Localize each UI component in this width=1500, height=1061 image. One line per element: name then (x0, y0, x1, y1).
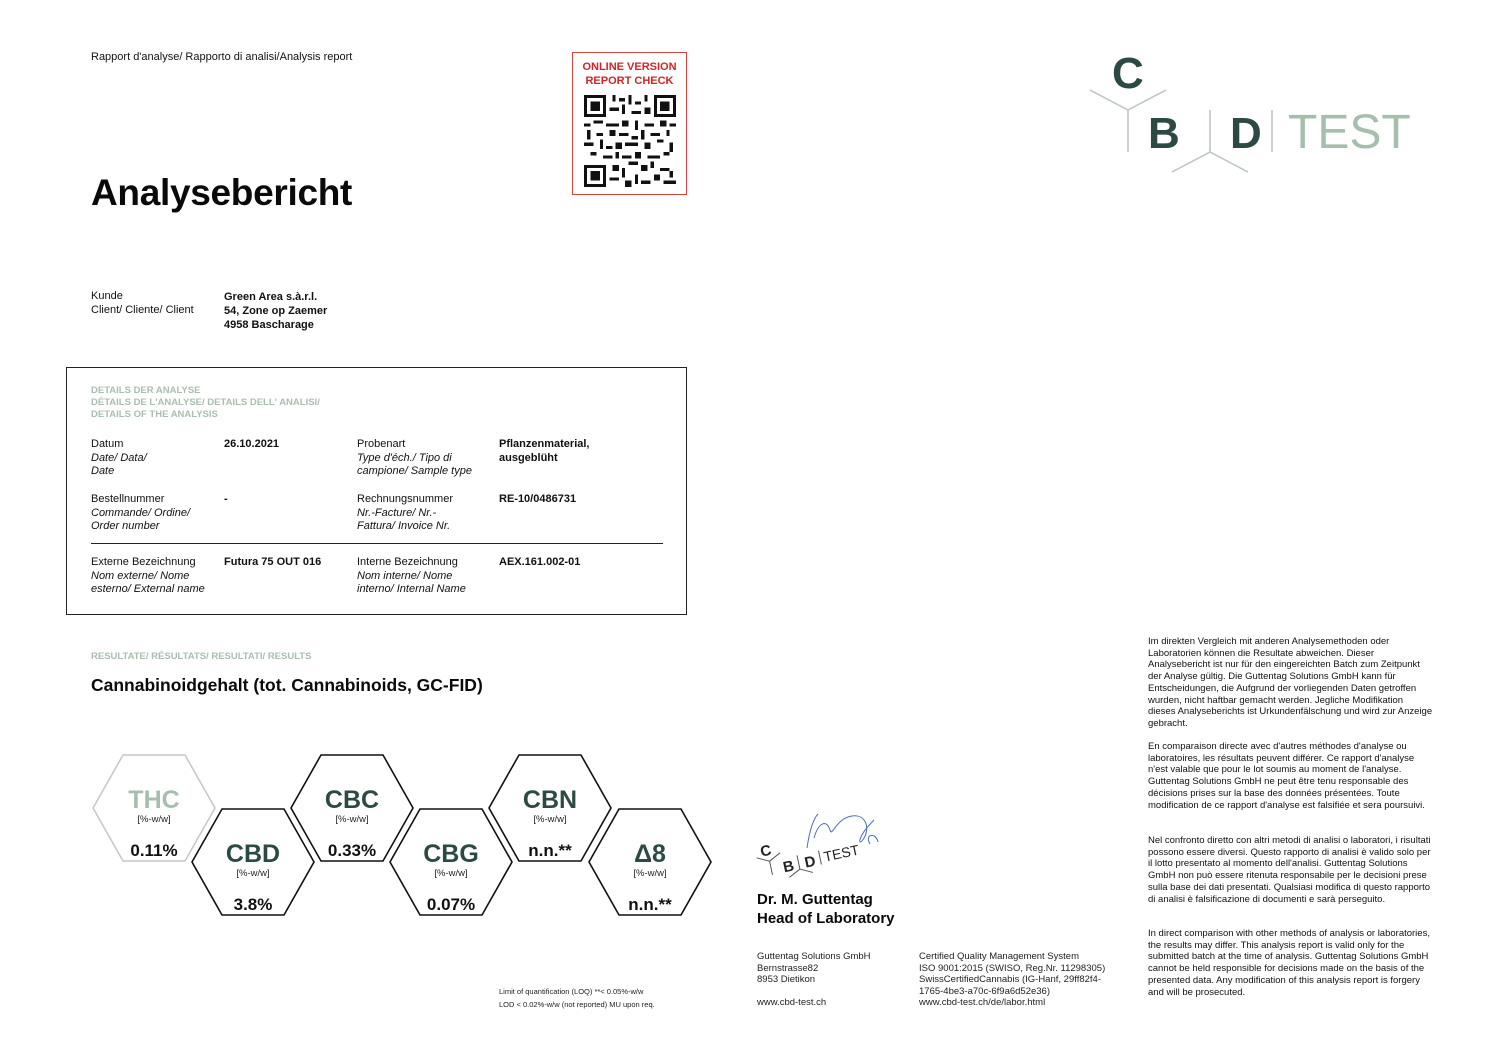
sample-type-value-line: Pflanzenmaterial, (499, 438, 590, 450)
result-unit: [%-w/w] (137, 814, 171, 825)
qr-label-line2: REPORT CHECK (585, 75, 674, 87)
result-name: CBN (522, 786, 578, 814)
client-street: 54, Zone op Zaemer (224, 305, 328, 317)
order-number-label (91, 493, 190, 534)
logo-letter-b: B (1148, 109, 1180, 158)
internal-name-label (357, 556, 466, 597)
qr-label (573, 60, 686, 88)
field-label-text: Probenart (357, 438, 406, 450)
invoice-number-label (357, 493, 453, 534)
client-address (224, 290, 327, 332)
field-label-sub: Type d'éch./ Tipo di (357, 451, 452, 464)
signer-name: Dr. M. Guttentag (757, 891, 873, 908)
signature-scribble (807, 814, 878, 848)
cert-line: 1765-4be3-a70c-6f9a6d52e36) (919, 985, 1050, 997)
disclaimer-en: In direct comparison with other methods of analysis or laboratories, the results may differ. This analysis report is valid only for the submitted batch at the time of analysis. Guttentag Solutions GmbH cannot be held responsible for decisions made on the basis of the presented data. Any modification of this analysis report is forgery and will be prosecuted. (1148, 928, 1430, 998)
internal-name-value: AEX.161.002-01 (499, 556, 581, 568)
signer (757, 890, 895, 928)
field-label-sub: Nom interne/ Nome (357, 569, 453, 582)
signer-role: Head of Laboratory (757, 910, 895, 927)
loq-note-line: Limit of quantification (LOQ) **< 0.05%-w/w (499, 987, 644, 996)
field-label-text: Bestellnummer (91, 493, 165, 505)
disclaimer-de: Im direkten Vergleich mit anderen Analysemethoden oder Laboratorien können die Resultate abweichen. Dieser Analysebericht ist nur für den eingereichten Batch zum Zeitpunkt der Analyse gültig. Die Guttentag Solutions GmbH kann für Entscheidungen, die Aufgrund der vorliegenden Daten getroffen wurden, nicht haftbar gemacht werden. Jegliche Modifikation dieses Analyseberichts ist Urkundenfälschung und wird zur Anzeige gebracht. (1148, 636, 1433, 729)
company-website-link[interactable]: www.cbd-test.ch (757, 997, 827, 1008)
result-unit: [%-w/w] (236, 868, 270, 879)
result-unit: [%-w/w] (434, 868, 468, 879)
field-label-sub: interno/ Internal Name (357, 583, 466, 595)
sample-type-label (357, 438, 472, 479)
loq-note (499, 985, 655, 1011)
field-label-text: Rechnungsnummer (357, 493, 453, 505)
field-label-sub: Date/ Data/ (91, 451, 147, 464)
result-value: n.n.** (628, 895, 672, 914)
field-label-text: Interne Bezeichnung (357, 556, 458, 568)
sample-type-value (499, 438, 589, 465)
sample-type-value-line: ausgeblüht (499, 451, 558, 464)
result-value: 3.8% (233, 895, 273, 914)
results-title: Cannabinoidgehalt (tot. Cannabinoids, GC-FID) (91, 675, 483, 695)
svg-text:B: B (781, 857, 796, 877)
field-label-sub: Commande/ Ordine/ (91, 506, 191, 519)
field-label-sub: Nom externe/ Nome (91, 569, 190, 582)
external-name-value: Futura 75 OUT 016 (224, 556, 322, 568)
field-label-text: Externe Bezeichnung (91, 556, 196, 568)
page-title: Analysebericht (91, 172, 353, 213)
logo-test: TEST (1288, 106, 1411, 159)
result-value: 0.07% (426, 895, 476, 914)
results-heading: RESULTATE/ RÉSULTATS/ RESULTATI/ RESULTS (91, 651, 312, 662)
client-city: 4958 Bascharage (224, 319, 314, 331)
client-label (91, 290, 194, 317)
details-divider (91, 543, 663, 544)
logo-letter-c: C (1112, 50, 1144, 98)
signature-stamp-logo (752, 808, 892, 878)
cert-line: Certified Quality Management System (919, 951, 1079, 962)
cert-line: SwissCertifiedCannabis (IG-Hanf, 29ff82f4- (919, 974, 1101, 985)
company-line: 8953 Dietikon (757, 974, 816, 985)
qr-label-line1: ONLINE VERSION (582, 61, 677, 73)
result-unit: [%-w/w] (633, 868, 667, 879)
company-line: Bernstrasse82 (757, 962, 819, 974)
result-hex-delta8 (588, 808, 712, 916)
cert-line: ISO 9001:2015 (SWISO, Reg.Nr. 11298305) (919, 962, 1106, 974)
report-subtitle: Rapport d'analyse/ Rapporto di analisi/Analysis report (91, 51, 353, 63)
result-value: 0.11% (130, 841, 178, 860)
logo-letter-d: D (1230, 109, 1262, 158)
analysis-details-panel (66, 367, 687, 615)
invoice-number-value: RE-10/0486731 (499, 493, 577, 505)
details-heading-line: DETAILS DER ANALYSE (91, 385, 201, 396)
external-name-label (91, 556, 205, 597)
cbd-test-logo (1090, 50, 1420, 180)
details-heading-line: DÉTAILS DE L'ANALYSE/ DETAILS DELL' ANALISI/ (91, 397, 320, 408)
details-heading (91, 385, 320, 421)
result-value: n.n.** (528, 841, 572, 860)
details-heading-line: DETAILS OF THE ANALYSIS (91, 409, 218, 420)
certification-info (919, 951, 1105, 997)
result-name: CBD (225, 840, 281, 868)
result-value: 0.33% (327, 841, 377, 860)
qr-code-icon[interactable] (584, 95, 676, 187)
result-unit: [%-w/w] (335, 814, 369, 825)
disclaimer-it: Nel confronto diretto con altri metodi di analisi o laboratori, i risultati possono essere diversi. Questo rapporto di analisi è valido solo per il lotto presentato al momento dell'analisi. Guttentag Solutions GmbH non può essere ritenuta responsabile per le decisioni prese sulla base dei dati presentati. Qualsiasi modifica di questo rapporto di analisi è falsificazione di documenti e sarà perseguito. (1148, 835, 1431, 905)
field-label-sub: Fattura/ Invoice Nr. (357, 520, 451, 532)
field-label-text: Datum (91, 438, 124, 450)
result-name: THC (128, 786, 180, 814)
qr-report-check[interactable] (572, 52, 687, 195)
date-value: 26.10.2021 (224, 438, 280, 450)
result-name: CBG (423, 840, 479, 868)
field-label-sub: esterno/ External name (91, 583, 205, 595)
disclaimer-fr: En comparaison directe avec d'autres méthodes d'analyse ou laboratoires, les résultats peuvent différer. Ce rapport d'analyse n'est valable que pour le lot soumis au moment de l'analyse. Guttentag Solutions GmbH ne peut être tenu responsable des décisions prises sur la base des données présentées. Toute modification de ce rapport d'analyse est falsifiée et sera poursuivi. (1148, 741, 1425, 811)
client-name: Green Area s.à.r.l. (224, 291, 318, 303)
field-label-sub: Order number (91, 520, 160, 532)
svg-text:C: C (758, 841, 773, 861)
client-label-de: Kunde (91, 290, 123, 302)
order-number-value: - (224, 493, 228, 505)
result-unit: [%-w/w] (533, 814, 567, 825)
field-label-sub: Date (91, 465, 115, 477)
date-label (91, 438, 147, 479)
svg-text:TEST: TEST (822, 841, 861, 865)
company-address (757, 951, 871, 986)
field-label-sub: Nr.-Facture/ Nr.- (357, 506, 437, 519)
result-name: Δ8 (634, 840, 666, 868)
company-line: Guttentag Solutions GmbH (757, 951, 871, 962)
lab-website-link[interactable]: www.cbd-test.ch/de/labor.html (919, 997, 1046, 1008)
result-name: CBC (324, 786, 380, 814)
field-label-sub: campione/ Sample type (357, 465, 472, 477)
svg-text:D: D (803, 852, 818, 872)
client-label-multi: Client/ Cliente/ Client (91, 303, 194, 316)
lod-note-line: LOD < 0.02%-w/w (not reported) MU upon req. (499, 1000, 655, 1009)
